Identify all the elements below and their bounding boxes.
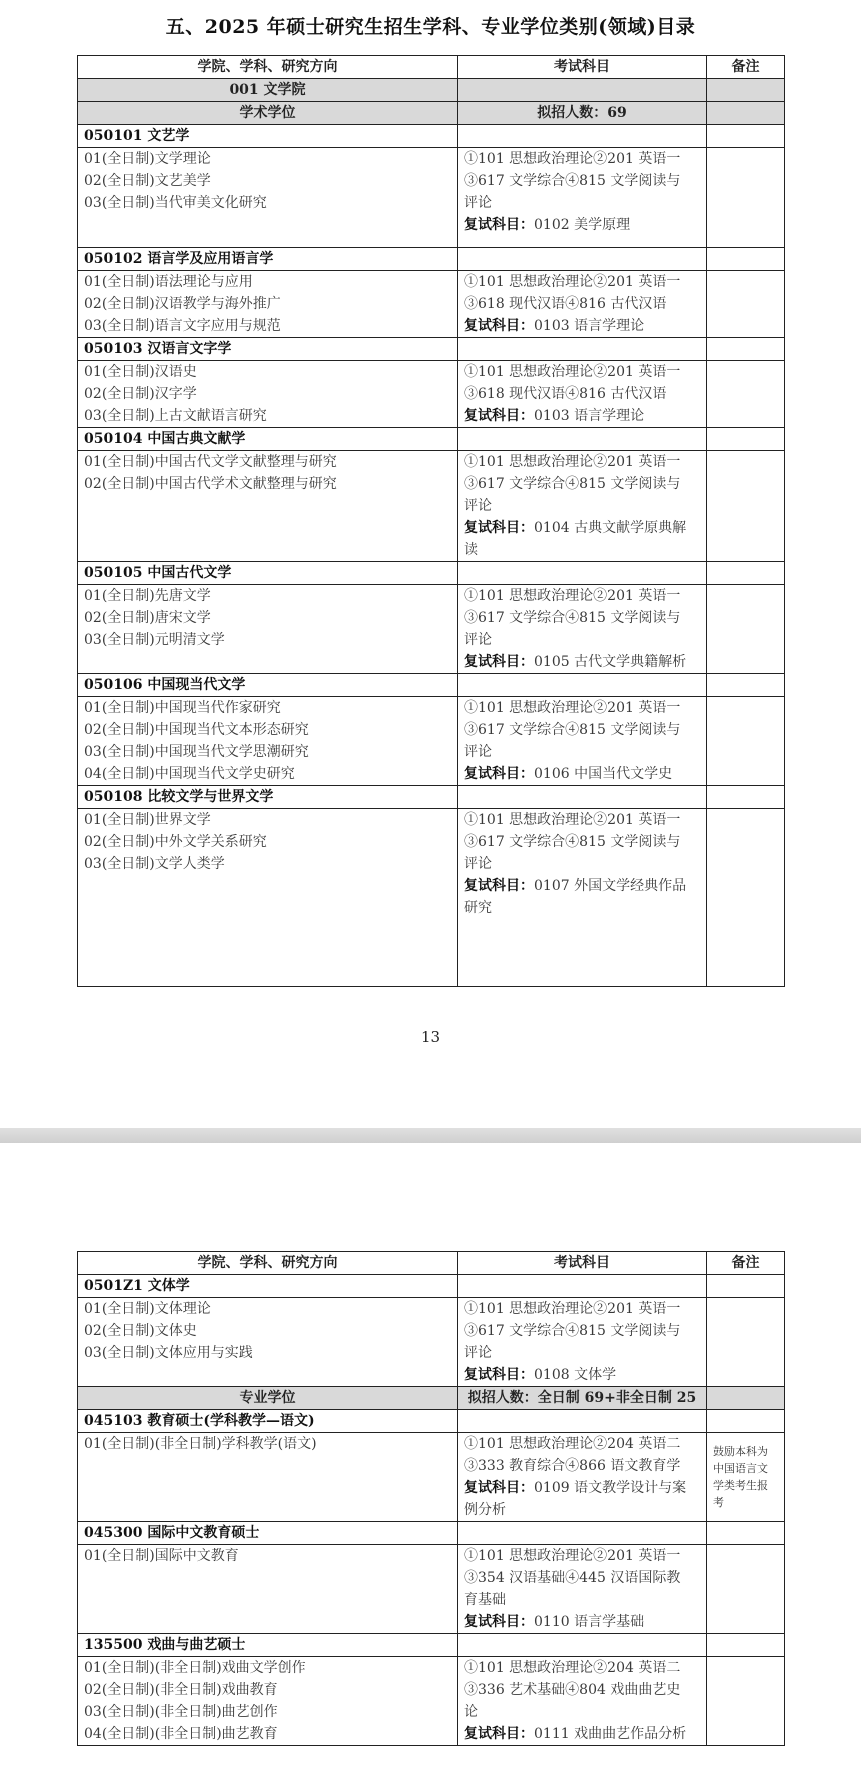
direction-list bbox=[78, 697, 458, 786]
retest-line bbox=[464, 315, 700, 337]
direction-item: 03(全日制)中国现当代文学思潮研究 bbox=[84, 744, 309, 760]
exam-subjects bbox=[458, 585, 707, 674]
major-detail-row bbox=[78, 1433, 785, 1522]
exam-line: ①101 思想政治理论②201 英语一 bbox=[464, 700, 681, 716]
retest-subject: 0104 古典文献学原典解读 bbox=[464, 520, 687, 558]
exam-line: ①101 思想政治理论②201 英语一 bbox=[464, 1548, 681, 1564]
major-detail-row bbox=[78, 1298, 785, 1387]
retest-subject: 0110 语言学基础 bbox=[534, 1614, 645, 1630]
note-cell bbox=[707, 697, 785, 786]
retest-line bbox=[464, 1611, 700, 1633]
retest-subject: 0109 语文教学设计与案例分析 bbox=[464, 1480, 687, 1518]
direction-item: 01(全日制)先唐文学 bbox=[84, 588, 211, 604]
catalog-table-page-1 bbox=[77, 55, 785, 987]
exam-line: ①101 思想政治理论②201 英语一 bbox=[464, 588, 681, 604]
retest-subject: 0107 外国文学经典作品研究 bbox=[464, 878, 687, 916]
page-separator bbox=[0, 1128, 861, 1143]
major-detail-row bbox=[78, 451, 785, 562]
exam-line: ③617 文学综合④815 文学阅读与 bbox=[464, 610, 681, 626]
major-header-row bbox=[78, 1275, 785, 1298]
page-title: 五、2025 年硕士研究生招生学科、专业学位类别(领域)目录 bbox=[165, 16, 696, 38]
header-row bbox=[78, 56, 785, 79]
header-note: 备注 bbox=[707, 56, 785, 79]
retest-line bbox=[464, 763, 700, 785]
retest-label: 复试科目： bbox=[464, 654, 534, 670]
direction-item: 01(全日制)文学理论 bbox=[84, 151, 211, 167]
direction-item: 01(全日制)(非全日制)学科教学(语文) bbox=[84, 1436, 317, 1452]
major-detail-row bbox=[78, 809, 785, 987]
note-cell bbox=[707, 1545, 785, 1634]
exam-subjects bbox=[458, 697, 707, 786]
direction-item: 03(全日制)文学人类学 bbox=[84, 856, 225, 872]
exam-line: ③617 文学综合④815 文学阅读与 bbox=[464, 722, 681, 738]
retest-label: 复试科目： bbox=[464, 217, 534, 233]
major-header-row bbox=[78, 1634, 785, 1657]
retest-line bbox=[464, 405, 700, 427]
direction-item: 02(全日制)汉语教学与海外推广 bbox=[84, 296, 281, 312]
exam-line: ①101 思想政治理论②201 英语一 bbox=[464, 364, 681, 380]
direction-list bbox=[78, 1545, 458, 1634]
direction-item: 01(全日制)语法理论与应用 bbox=[84, 274, 253, 290]
catalog-table-page-2 bbox=[77, 1251, 785, 1746]
document-page-2 bbox=[0, 1143, 861, 1779]
exam-line: ①101 思想政治理论②204 英语二 bbox=[464, 1660, 681, 1676]
direction-list bbox=[78, 451, 458, 562]
direction-item: 01(全日制)国际中文教育 bbox=[84, 1548, 239, 1564]
major-detail-row bbox=[78, 361, 785, 428]
retest-subject: 0106 中国当代文学史 bbox=[534, 766, 673, 782]
retest-label: 复试科目： bbox=[464, 1367, 534, 1383]
direction-list bbox=[78, 1298, 458, 1387]
major-header-row bbox=[78, 674, 785, 697]
exam-line: ①101 思想政治理论②201 英语一 bbox=[464, 454, 681, 470]
retest-subject: 0111 戏曲曲艺作品分析 bbox=[534, 1726, 687, 1742]
direction-list bbox=[78, 809, 458, 987]
exam-line: 育基础 bbox=[464, 1592, 506, 1608]
major-name: 045103 教育硕士(学科教学—语文) bbox=[78, 1410, 458, 1433]
note-cell bbox=[707, 361, 785, 428]
exam-line: 论 bbox=[464, 1704, 478, 1720]
direction-list bbox=[78, 1657, 458, 1746]
direction-list bbox=[78, 361, 458, 428]
direction-item: 02(全日制)中国现当代文本形态研究 bbox=[84, 722, 309, 738]
header-exam: 考试科目 bbox=[458, 1252, 707, 1275]
major-name: 045300 国际中文教育硕士 bbox=[78, 1522, 458, 1545]
note-cell bbox=[707, 809, 785, 987]
direction-item: 02(全日制)中外文学关系研究 bbox=[84, 834, 267, 850]
major-detail-row bbox=[78, 1657, 785, 1746]
professional-quota: 拟招人数：全日制 69+非全日制 25 bbox=[458, 1387, 707, 1410]
direction-list bbox=[78, 148, 458, 248]
professional-degree-row bbox=[78, 1387, 785, 1410]
exam-subjects bbox=[458, 1657, 707, 1746]
exam-line: ③617 文学综合④815 文学阅读与 bbox=[464, 1323, 681, 1339]
direction-item: 01(全日制)中国现当代作家研究 bbox=[84, 700, 281, 716]
major-name: 050104 中国古典文献学 bbox=[78, 428, 458, 451]
exam-line: 评论 bbox=[464, 856, 492, 872]
exam-subjects bbox=[458, 451, 707, 562]
note-cell bbox=[707, 585, 785, 674]
retest-label: 复试科目： bbox=[464, 318, 534, 334]
direction-item: 03(全日制)(非全日制)曲艺创作 bbox=[84, 1704, 278, 1720]
major-detail-row bbox=[78, 271, 785, 338]
retest-line bbox=[464, 1723, 700, 1745]
direction-list bbox=[78, 1433, 458, 1522]
academic-degree-label: 学术学位 bbox=[78, 102, 458, 125]
retest-label: 复试科目： bbox=[464, 878, 534, 894]
direction-item: 02(全日制)(非全日制)戏曲教育 bbox=[84, 1682, 278, 1698]
major-name: 135500 戏曲与曲艺硕士 bbox=[78, 1634, 458, 1657]
exam-subjects bbox=[458, 271, 707, 338]
direction-item: 03(全日制)上古文献语言研究 bbox=[84, 408, 267, 424]
academic-degree-row bbox=[78, 102, 785, 125]
major-name: 050106 中国现当代文学 bbox=[78, 674, 458, 697]
direction-item: 02(全日制)文艺美学 bbox=[84, 173, 211, 189]
exam-line: ①101 思想政治理论②201 英语一 bbox=[464, 151, 681, 167]
retest-label: 复试科目： bbox=[464, 520, 534, 536]
direction-item: 02(全日制)文体史 bbox=[84, 1323, 197, 1339]
exam-line: ③618 现代汉语④816 古代汉语 bbox=[464, 296, 667, 312]
direction-item: 03(全日制)文体应用与实践 bbox=[84, 1345, 253, 1361]
exam-line: ③617 文学综合④815 文学阅读与 bbox=[464, 476, 681, 492]
major-name: 050102 语言学及应用语言学 bbox=[78, 248, 458, 271]
major-name: 050103 汉语言文字学 bbox=[78, 338, 458, 361]
major-detail-row bbox=[78, 697, 785, 786]
exam-line: ③333 教育综合④866 语文教育学 bbox=[464, 1458, 681, 1474]
exam-subjects bbox=[458, 1545, 707, 1634]
direction-item: 02(全日制)汉字学 bbox=[84, 386, 197, 402]
major-name: 050108 比较文学与世界文学 bbox=[78, 786, 458, 809]
exam-line: ③617 文学综合④815 文学阅读与 bbox=[464, 834, 681, 850]
exam-line: ①101 思想政治理论②204 英语二 bbox=[464, 1436, 681, 1452]
exam-subjects bbox=[458, 809, 707, 987]
exam-line: ①101 思想政治理论②201 英语一 bbox=[464, 1301, 681, 1317]
note-cell bbox=[707, 148, 785, 248]
college-row bbox=[78, 79, 785, 102]
major-header-row bbox=[78, 1410, 785, 1433]
major-header-row bbox=[78, 786, 785, 809]
exam-line: 评论 bbox=[464, 1345, 492, 1361]
retest-line bbox=[464, 875, 700, 919]
major-header-row bbox=[78, 562, 785, 585]
retest-subject: 0108 文体学 bbox=[534, 1367, 617, 1383]
major-detail-row bbox=[78, 585, 785, 674]
major-header-row bbox=[78, 428, 785, 451]
retest-line bbox=[464, 517, 700, 561]
exam-subjects bbox=[458, 148, 707, 248]
note-cell bbox=[707, 1298, 785, 1387]
major-header-row bbox=[78, 125, 785, 148]
retest-subject: 0102 美学原理 bbox=[534, 217, 631, 233]
note-cell bbox=[707, 271, 785, 338]
major-header-row bbox=[78, 1522, 785, 1545]
retest-line bbox=[464, 214, 700, 236]
retest-line bbox=[464, 1477, 700, 1521]
retest-line bbox=[464, 1364, 700, 1386]
major-name: 0501Z1 文体学 bbox=[78, 1275, 458, 1298]
major-header-row bbox=[78, 338, 785, 361]
major-name: 050105 中国古代文学 bbox=[78, 562, 458, 585]
exam-line: ③618 现代汉语④816 古代汉语 bbox=[464, 386, 667, 402]
exam-subjects bbox=[458, 1433, 707, 1522]
direction-item: 03(全日制)语言文字应用与规范 bbox=[84, 318, 281, 334]
note-cell: 鼓励本科为中国语言文学类考生报考 bbox=[707, 1433, 785, 1522]
direction-item: 03(全日制)元明清文学 bbox=[84, 632, 225, 648]
exam-subjects bbox=[458, 1298, 707, 1387]
retest-label: 复试科目： bbox=[464, 766, 534, 782]
direction-list bbox=[78, 271, 458, 338]
direction-list bbox=[78, 585, 458, 674]
header-exam: 考试科目 bbox=[458, 56, 707, 79]
retest-subject: 0103 语言学理论 bbox=[534, 408, 645, 424]
header-note: 备注 bbox=[707, 1252, 785, 1275]
retest-label: 复试科目： bbox=[464, 1614, 534, 1630]
direction-item: 01(全日制)文体理论 bbox=[84, 1301, 211, 1317]
retest-label: 复试科目： bbox=[464, 1726, 534, 1742]
direction-item: 02(全日制)唐宋文学 bbox=[84, 610, 211, 626]
major-name: 050101 文艺学 bbox=[78, 125, 458, 148]
exam-line: ③354 汉语基础④445 汉语国际教 bbox=[464, 1570, 681, 1586]
note-cell bbox=[707, 1657, 785, 1746]
direction-item: 04(全日制)中国现当代文学史研究 bbox=[84, 766, 295, 782]
header-direction: 学院、学科、研究方向 bbox=[78, 1252, 458, 1275]
exam-line: ③617 文学综合④815 文学阅读与 bbox=[464, 173, 681, 189]
direction-item: 01(全日制)(非全日制)戏曲文学创作 bbox=[84, 1660, 306, 1676]
major-detail-row bbox=[78, 148, 785, 248]
note-cell bbox=[707, 451, 785, 562]
exam-line: 评论 bbox=[464, 632, 492, 648]
exam-line: 评论 bbox=[464, 498, 492, 514]
major-detail-row bbox=[78, 1545, 785, 1634]
header-direction: 学院、学科、研究方向 bbox=[78, 56, 458, 79]
retest-subject: 0103 语言学理论 bbox=[534, 318, 645, 334]
exam-subjects bbox=[458, 361, 707, 428]
exam-line: ①101 思想政治理论②201 英语一 bbox=[464, 274, 681, 290]
major-header-row bbox=[78, 248, 785, 271]
direction-item: 02(全日制)中国古代学术文献整理与研究 bbox=[84, 476, 337, 492]
retest-line bbox=[464, 651, 700, 673]
professional-degree-label: 专业学位 bbox=[78, 1387, 458, 1410]
header-row bbox=[78, 1252, 785, 1275]
direction-item: 01(全日制)中国古代文学文献整理与研究 bbox=[84, 454, 337, 470]
exam-line: ③336 艺术基础④804 戏曲曲艺史 bbox=[464, 1682, 681, 1698]
direction-item: 01(全日制)汉语史 bbox=[84, 364, 197, 380]
retest-label: 复试科目： bbox=[464, 408, 534, 424]
academic-quota: 拟招人数：69 bbox=[458, 102, 707, 125]
retest-label: 复试科目： bbox=[464, 1480, 534, 1496]
college-name: 001 文学院 bbox=[78, 79, 458, 102]
direction-item: 01(全日制)世界文学 bbox=[84, 812, 211, 828]
direction-item: 04(全日制)(非全日制)曲艺教育 bbox=[84, 1726, 278, 1742]
retest-subject: 0105 古代文学典籍解析 bbox=[534, 654, 687, 670]
exam-line: ①101 思想政治理论②201 英语一 bbox=[464, 812, 681, 828]
exam-line: 评论 bbox=[464, 195, 492, 211]
exam-line: 评论 bbox=[464, 744, 492, 760]
direction-item: 03(全日制)当代审美文化研究 bbox=[84, 195, 267, 211]
page-number: 13 bbox=[420, 1028, 441, 1046]
